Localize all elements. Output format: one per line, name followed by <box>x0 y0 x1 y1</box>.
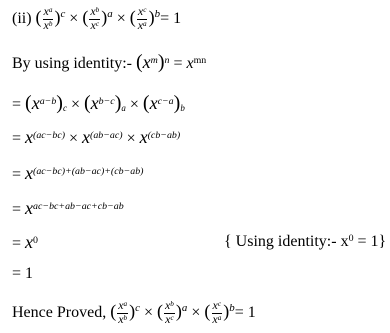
step-3: = $x^{(ac-bc)+(ab-ac)+(cb-ab)}$ <box>12 163 144 183</box>
part-label: (ii) <box>12 10 32 28</box>
identity-exponent: mn <box>193 55 207 67</box>
step-4: = $x^{ac-bc+ab-ac+cb-ab}$ <box>12 198 124 218</box>
fraction-xc-xa: $\frac{x^c}{x^a}$ <box>137 4 147 32</box>
equals-one-final: = 1 <box>234 304 256 322</box>
step-5: = $x^0$ { Using identity:- $x^0 = 1$} <box>12 232 387 252</box>
identity-line: By using identity:- $(x^m)^n = x^{mn}$ <box>12 51 207 73</box>
conclusion-text: Hence Proved, <box>12 304 107 322</box>
fraction-xc-xa-2: $\frac{x^c}{x^a}$ <box>212 298 222 326</box>
step-1: = $(x^{a-b})c \times (x^{b-c})a \times (x^{c-a})b$ <box>12 92 185 114</box>
step-2: = $x^{(ac-bc)} \times x^{(ab-ac)} \times x^{(cb-ab)}$ <box>12 127 181 147</box>
conclusion-line: Hence Proved, ( $\frac{x^a}{x^b}$ )$^c$ × ( $\frac{x^b}{x^c}$ )$^a$ × ( $\frac{x^c}{x^a}$ )$^b$= 1 <box>12 298 256 326</box>
fraction-xa-xb: $\frac{x^a}{x^b}$ <box>43 4 53 32</box>
fraction-xa-xb-2: $\frac{x^a}{x^b}$ <box>118 298 128 326</box>
identity-note: { Using identity:- $x^0 = 1$} <box>224 233 387 250</box>
step-6: = 1 <box>12 265 34 282</box>
fraction-xb-xc-2: $\frac{x^b}{x^c}$ <box>164 298 174 326</box>
identity-text: By using identity:- <box>12 55 132 72</box>
equals-one: = 1 <box>160 10 182 28</box>
fraction-xb-xc: $\frac{x^b}{x^c}$ <box>90 4 100 32</box>
equation-line-1: (ii) ( $\frac{x^a}{x^b}$ )$^c$ × ( $\frac{x^b}{x^c}$ )$^a$ × ( $\frac{x^c}{x^a}$ )$^b$= 1 <box>12 4 182 32</box>
